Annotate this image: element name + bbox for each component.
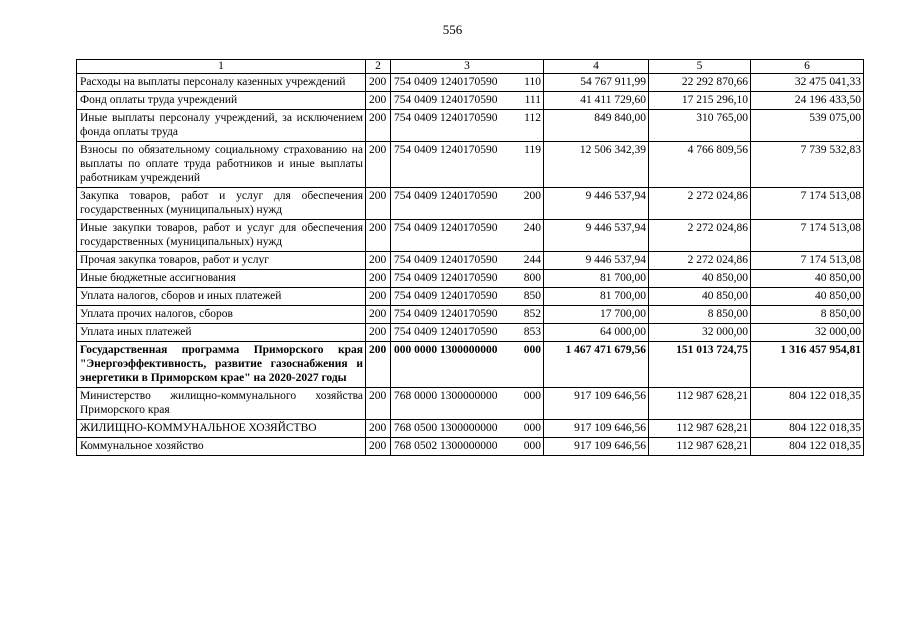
row-name-cell: ЖИЛИЩНО-КОММУНАЛЬНОЕ ХОЗЯЙСТВО bbox=[77, 420, 366, 438]
row-col6-value: 7 174 513,08 bbox=[751, 220, 864, 252]
row-col4-value: 54 767 911,99 bbox=[544, 74, 649, 92]
row-col4-value: 64 000,00 bbox=[544, 324, 649, 342]
row-name-cell: Расходы на выплаты персоналу казенных учреждений bbox=[77, 74, 366, 92]
row-col6-value: 1 316 457 954,81 bbox=[751, 342, 864, 388]
row-col4-value: 917 109 646,56 bbox=[544, 420, 649, 438]
expense-type-code: 200 bbox=[523, 190, 541, 202]
table-row bbox=[77, 270, 864, 288]
budget-code: 768 0000 1300000000 bbox=[394, 390, 498, 402]
row-col6-value: 539 075,00 bbox=[751, 110, 864, 142]
row-col6-value: 7 174 513,08 bbox=[751, 252, 864, 270]
budget-table bbox=[76, 59, 864, 456]
expense-type-code: 112 bbox=[524, 112, 541, 124]
row-col4-value: 41 411 729,60 bbox=[544, 92, 649, 110]
row-name-cell: Министерство жилищно-коммунального хозяйства Приморского края bbox=[77, 388, 366, 420]
row-code-cell bbox=[391, 110, 544, 142]
row-code-cell bbox=[391, 342, 544, 388]
table-row bbox=[77, 306, 864, 324]
row-col4-value: 9 446 537,94 bbox=[544, 188, 649, 220]
row-col2-cell: 200 bbox=[366, 74, 391, 92]
row-name-cell: Иные закупки товаров, работ и услуг для обеспечения государственных (муниципальных) нужд bbox=[77, 220, 366, 252]
expense-type-code: 000 bbox=[523, 422, 541, 434]
expense-type-code: 111 bbox=[524, 94, 541, 106]
table-row bbox=[77, 388, 864, 420]
row-name-cell: Закупка товаров, работ и услуг для обеспечения государственных (муниципальных) нужд bbox=[77, 188, 366, 220]
expense-type-code: 244 bbox=[523, 254, 541, 266]
row-col4-value: 81 700,00 bbox=[544, 270, 649, 288]
row-col4-value: 1 467 471 679,56 bbox=[544, 342, 649, 388]
row-code-cell bbox=[391, 438, 544, 456]
row-col5-value: 22 292 870,66 bbox=[649, 74, 751, 92]
row-col6-value: 804 122 018,35 bbox=[751, 438, 864, 456]
row-col5-value: 40 850,00 bbox=[649, 288, 751, 306]
row-name-cell: Иные выплаты персоналу учреждений, за исключением фонда оплаты труда bbox=[77, 110, 366, 142]
row-col2-cell: 200 bbox=[366, 142, 391, 188]
budget-code: 754 0409 1240170590 bbox=[394, 254, 498, 266]
budget-code: 754 0409 1240170590 bbox=[394, 222, 498, 234]
table-row bbox=[77, 438, 864, 456]
row-col6-value: 40 850,00 bbox=[751, 270, 864, 288]
row-col5-value: 151 013 724,75 bbox=[649, 342, 751, 388]
row-col4-value: 9 446 537,94 bbox=[544, 220, 649, 252]
table-row bbox=[77, 74, 864, 92]
row-col2-cell: 200 bbox=[366, 342, 391, 388]
table-row bbox=[77, 110, 864, 142]
table-row bbox=[77, 288, 864, 306]
row-col2-cell: 200 bbox=[366, 270, 391, 288]
header-cell: 2 bbox=[366, 60, 391, 74]
row-name-cell: Коммунальное хозяйство bbox=[77, 438, 366, 456]
row-name-cell: Уплата налогов, сборов и иных платежей bbox=[77, 288, 366, 306]
row-col2-cell: 200 bbox=[366, 388, 391, 420]
table-row bbox=[77, 324, 864, 342]
row-col2-cell: 200 bbox=[366, 92, 391, 110]
row-col2-cell: 200 bbox=[366, 324, 391, 342]
header-cell: 5 bbox=[649, 60, 751, 74]
budget-code: 768 0500 1300000000 bbox=[394, 422, 498, 434]
row-name-cell: Государственная программа Приморского края "Энергоэффективность, развитие газоснабжения и энергетики в Приморском крае" на 2020-2027 годы bbox=[77, 342, 366, 388]
row-col2-cell: 200 bbox=[366, 252, 391, 270]
row-code-cell bbox=[391, 288, 544, 306]
row-col2-cell: 200 bbox=[366, 110, 391, 142]
expense-type-code: 000 bbox=[523, 390, 541, 402]
row-col6-value: 7 174 513,08 bbox=[751, 188, 864, 220]
row-col5-value: 2 272 024,86 bbox=[649, 188, 751, 220]
expense-type-code: 110 bbox=[524, 76, 541, 88]
header-cell: 3 bbox=[391, 60, 544, 74]
row-code-cell bbox=[391, 220, 544, 252]
expense-type-code: 000 bbox=[523, 440, 541, 452]
row-col4-value: 81 700,00 bbox=[544, 288, 649, 306]
row-col6-value: 40 850,00 bbox=[751, 288, 864, 306]
row-col4-value: 849 840,00 bbox=[544, 110, 649, 142]
row-code-cell bbox=[391, 324, 544, 342]
row-col5-value: 2 272 024,86 bbox=[649, 220, 751, 252]
row-col6-value: 32 475 041,33 bbox=[751, 74, 864, 92]
table-row bbox=[77, 220, 864, 252]
row-col2-cell: 200 bbox=[366, 188, 391, 220]
row-code-cell bbox=[391, 188, 544, 220]
budget-code: 754 0409 1240170590 bbox=[394, 272, 498, 284]
row-col5-value: 8 850,00 bbox=[649, 306, 751, 324]
row-col4-value: 9 446 537,94 bbox=[544, 252, 649, 270]
row-col5-value: 40 850,00 bbox=[649, 270, 751, 288]
expense-type-code: 852 bbox=[523, 308, 541, 320]
budget-code: 768 0502 1300000000 bbox=[394, 440, 498, 452]
expense-type-code: 850 bbox=[523, 290, 541, 302]
expense-type-code: 240 bbox=[523, 222, 541, 234]
row-col2-cell: 200 bbox=[366, 220, 391, 252]
row-col6-value: 24 196 433,50 bbox=[751, 92, 864, 110]
row-col2-cell: 200 bbox=[366, 306, 391, 324]
table-row bbox=[77, 342, 864, 388]
row-code-cell bbox=[391, 252, 544, 270]
row-col6-value: 804 122 018,35 bbox=[751, 388, 864, 420]
row-col4-value: 917 109 646,56 bbox=[544, 388, 649, 420]
table-row bbox=[77, 188, 864, 220]
budget-code: 754 0409 1240170590 bbox=[394, 144, 498, 156]
row-col5-value: 112 987 628,21 bbox=[649, 438, 751, 456]
row-code-cell bbox=[391, 306, 544, 324]
expense-type-code: 853 bbox=[523, 326, 541, 338]
row-col6-value: 7 739 532,83 bbox=[751, 142, 864, 188]
row-col5-value: 2 272 024,86 bbox=[649, 252, 751, 270]
row-code-cell bbox=[391, 388, 544, 420]
row-col5-value: 112 987 628,21 bbox=[649, 420, 751, 438]
budget-code: 000 0000 1300000000 bbox=[394, 344, 498, 356]
row-name-cell: Уплата иных платежей bbox=[77, 324, 366, 342]
expense-type-code: 000 bbox=[523, 344, 541, 356]
row-code-cell bbox=[391, 74, 544, 92]
header-cell: 4 bbox=[544, 60, 649, 74]
budget-code: 754 0409 1240170590 bbox=[394, 94, 498, 106]
row-name-cell: Иные бюджетные ассигнования bbox=[77, 270, 366, 288]
row-col5-value: 17 215 296,10 bbox=[649, 92, 751, 110]
expense-type-code: 119 bbox=[524, 144, 541, 156]
row-col5-value: 32 000,00 bbox=[649, 324, 751, 342]
row-name-cell: Фонд оплаты труда учреждений bbox=[77, 92, 366, 110]
row-code-cell bbox=[391, 270, 544, 288]
budget-code: 754 0409 1240170590 bbox=[394, 326, 498, 338]
header-cell: 1 bbox=[77, 60, 366, 74]
table-row bbox=[77, 92, 864, 110]
row-code-cell bbox=[391, 92, 544, 110]
page-number: 556 bbox=[442, 22, 463, 37]
header-cell: 6 bbox=[751, 60, 864, 74]
row-col2-cell: 200 bbox=[366, 438, 391, 456]
row-col5-value: 310 765,00 bbox=[649, 110, 751, 142]
row-col2-cell: 200 bbox=[366, 420, 391, 438]
table-row bbox=[77, 252, 864, 270]
budget-code: 754 0409 1240170590 bbox=[394, 290, 498, 302]
row-col6-value: 32 000,00 bbox=[751, 324, 864, 342]
row-code-cell bbox=[391, 142, 544, 188]
row-col6-value: 8 850,00 bbox=[751, 306, 864, 324]
row-col2-cell: 200 bbox=[366, 288, 391, 306]
row-col5-value: 112 987 628,21 bbox=[649, 388, 751, 420]
row-code-cell bbox=[391, 420, 544, 438]
row-col6-value: 804 122 018,35 bbox=[751, 420, 864, 438]
row-name-cell: Прочая закупка товаров, работ и услуг bbox=[77, 252, 366, 270]
table-row bbox=[77, 142, 864, 188]
row-col4-value: 17 700,00 bbox=[544, 306, 649, 324]
budget-code: 754 0409 1240170590 bbox=[394, 308, 498, 320]
budget-code: 754 0409 1240170590 bbox=[394, 112, 498, 124]
expense-type-code: 800 bbox=[523, 272, 541, 284]
row-col4-value: 917 109 646,56 bbox=[544, 438, 649, 456]
row-col5-value: 4 766 809,56 bbox=[649, 142, 751, 188]
budget-code: 754 0409 1240170590 bbox=[394, 190, 498, 202]
row-col4-value: 12 506 342,39 bbox=[544, 142, 649, 188]
header-row bbox=[77, 60, 864, 74]
budget-code: 754 0409 1240170590 bbox=[394, 76, 498, 88]
row-name-cell: Уплата прочих налогов, сборов bbox=[77, 306, 366, 324]
row-name-cell: Взносы по обязательному социальному страхованию на выплаты по оплате труда работников и иные выплаты работникам учреждений bbox=[77, 142, 366, 188]
table-row bbox=[77, 420, 864, 438]
